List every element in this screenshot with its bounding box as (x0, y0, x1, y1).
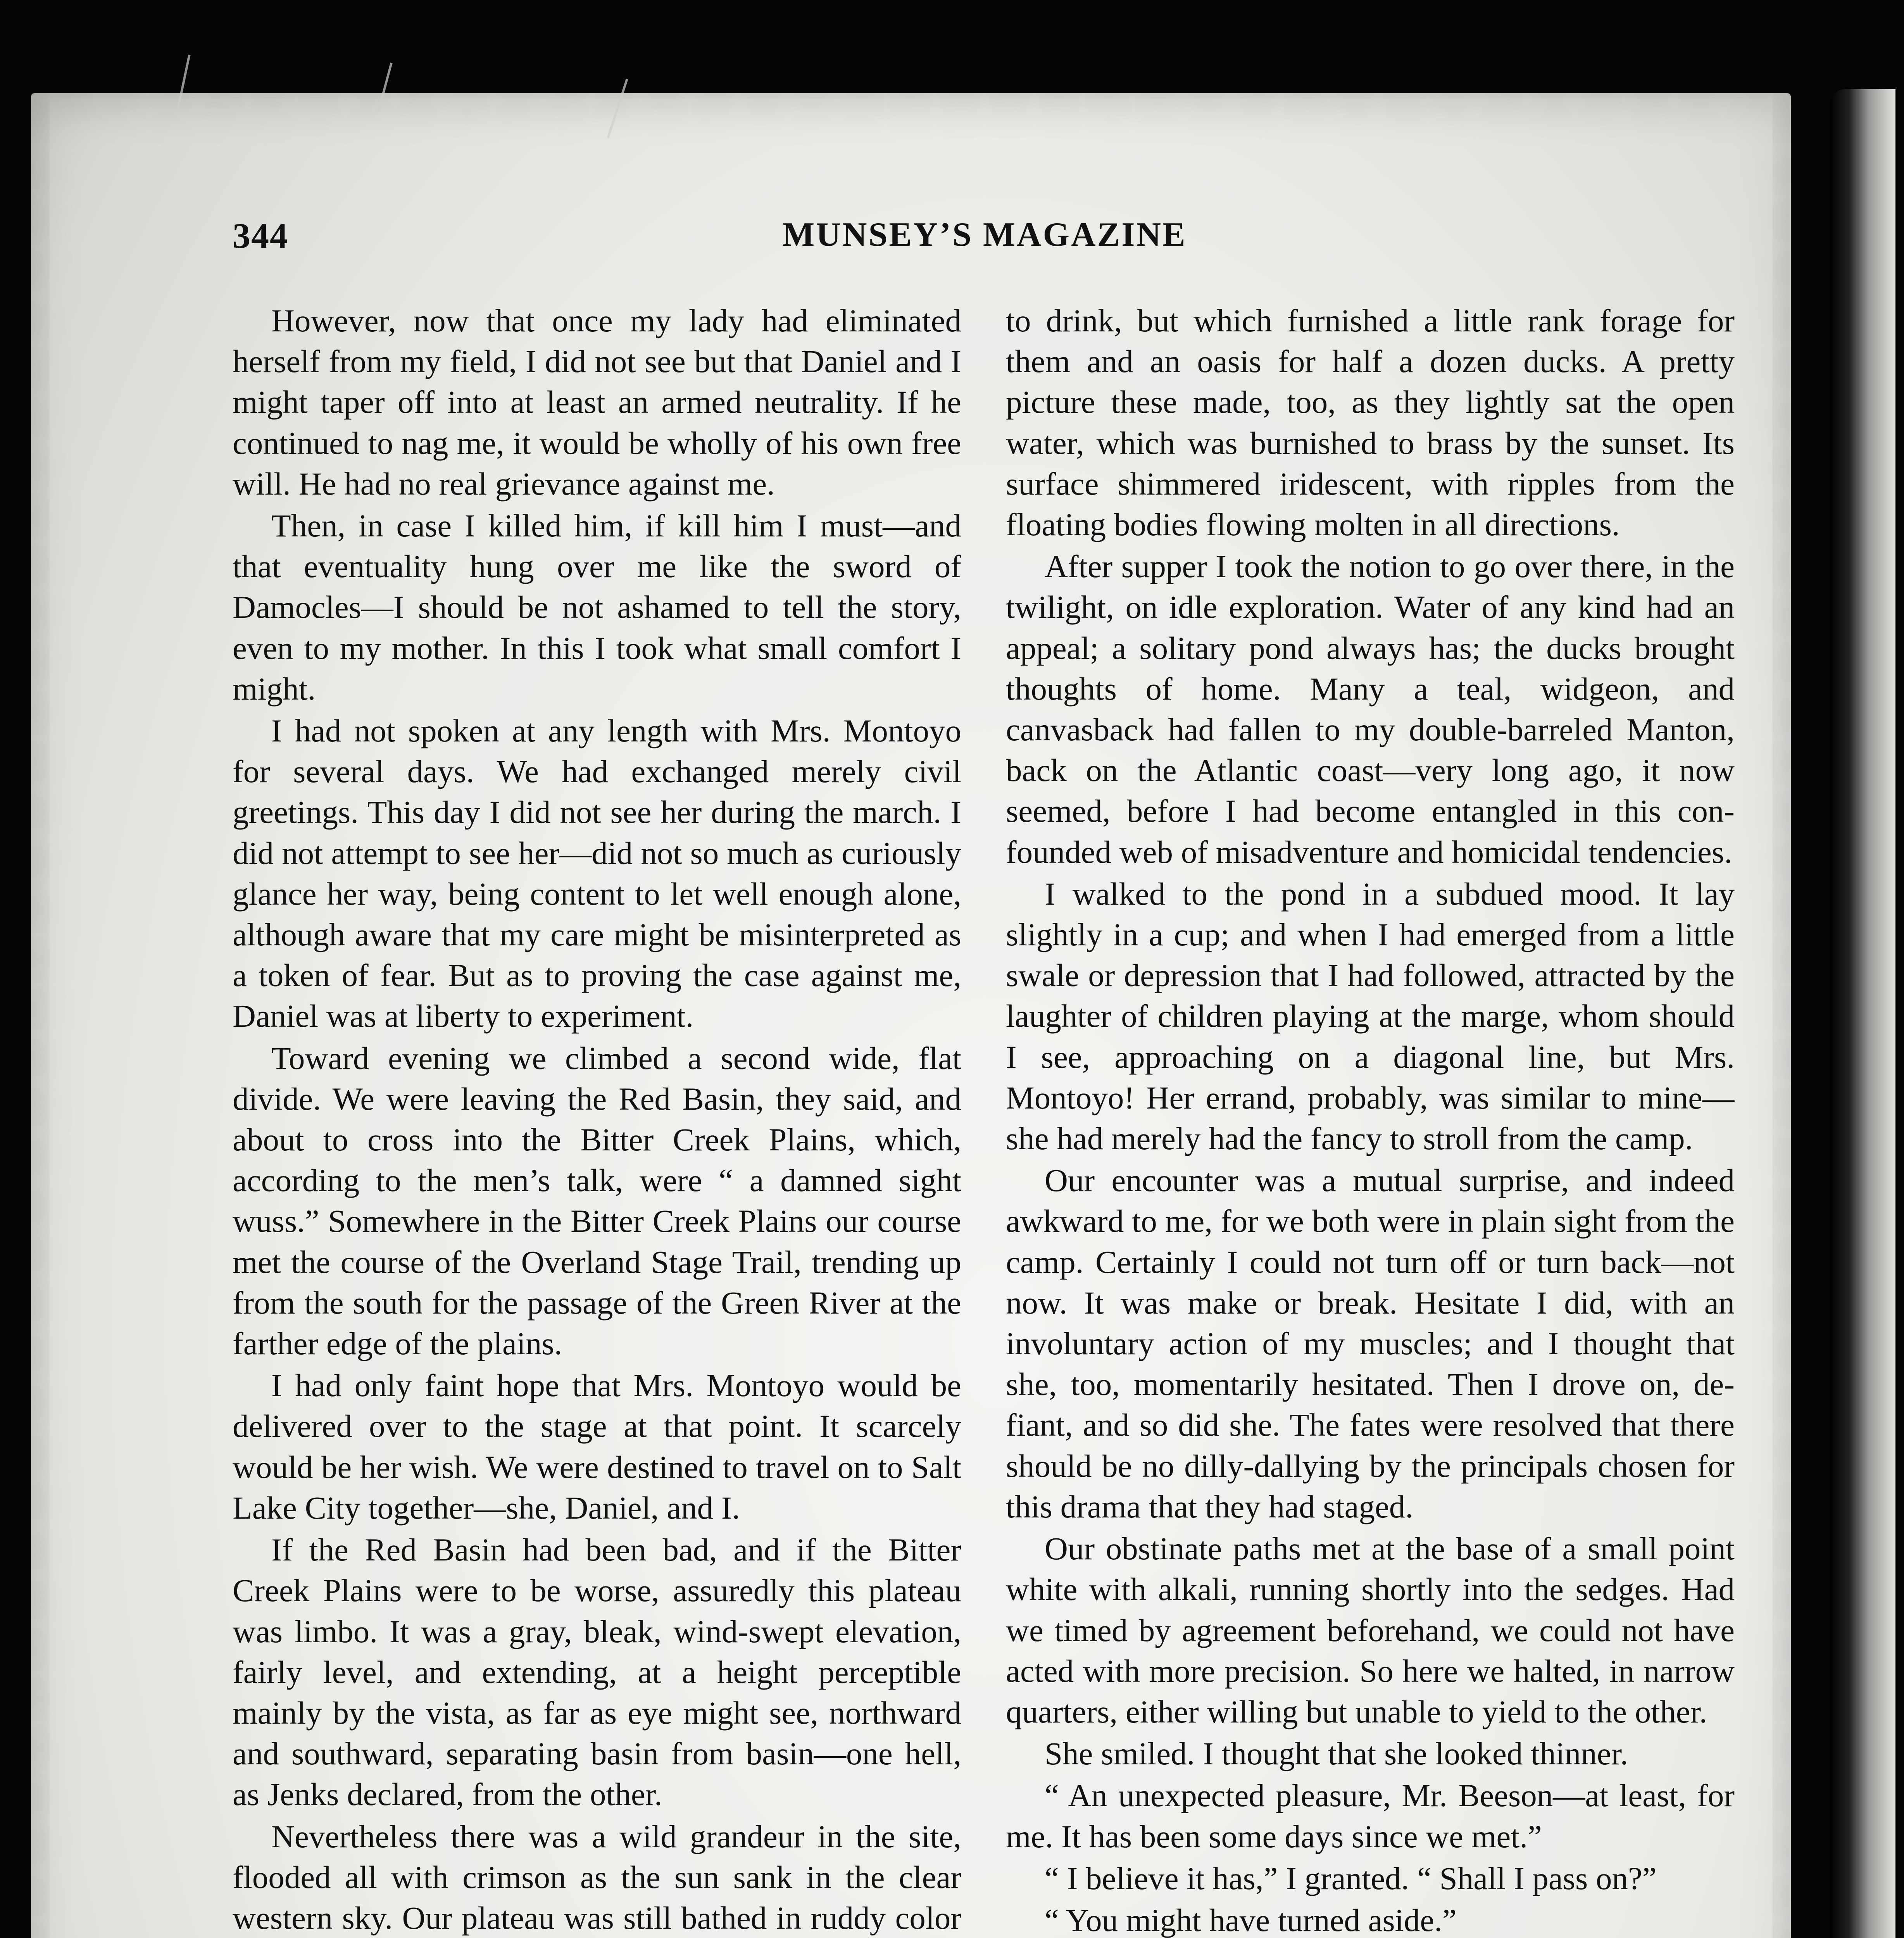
paragraph: I walked to the pond in a subdued mood. It lay slightly in a cup; and when I had emerged from a little swale or depression that I had followed, attracted by the laughter of children playing at the marge, whom should I see, approaching on a diagonal line, but Mrs. Montoyo! Her errand, probably, was similar to mine—she had merely had the fancy to stroll from the camp. (1006, 876, 1735, 1157)
paragraph: If the Red Basin had been bad, and if the Bitter Creek Plains were to be worse, assuredly this plateau was limbo. It was a gray, bleak, wind-swept elevation, fairly level, and extending, at a height perceptible mainly by the vista, as far as eye might see, northward and southward, separating basin from basin—one hell, as Jenks declared, from the other. (233, 1532, 961, 1812)
page-number: 344 (233, 216, 288, 255)
paragraph-continued: to drink, but which furnished a little rank forage for them and an oasis for half a dozen ducks. A pretty picture these made, too, as they lightly sat the open water, which was burnished to brass by the sunset. Its surface shimmered iridescent, with ripples from the floating bodies flowing molten in all directions. (1006, 303, 1735, 543)
dialogue-line: “ I believe it has,” I granted. “ Shall I pass on?” (1045, 1860, 1657, 1896)
paragraph: After supper I took the notion to go over there, in the twilight, on idle exploration. Water of any kind had an appeal; a solitary pond always has; the ducks brought thoughts of home. Many a teal, widgeon, and canvasback had fallen to my double-barreled Manton, back on the Atlantic coast—very long ago, it now seemed, before I had become entangled in this confounded web of misadventure and homicidal tendencies. (1006, 548, 1735, 870)
paragraph: She smiled. I thought that she looked thinner. (1045, 1736, 1628, 1772)
paragraph: I had only faint hope that Mrs. Montoyo would be delivered over to the stage at that point. It scarcely would be her wish. We were destined to travel on to Salt Lake City together—she, Daniel, and I. (233, 1367, 961, 1526)
text-column-left (233, 300, 961, 1938)
dialogue-line: “ You might have turned aside.” (1045, 1902, 1457, 1938)
dialogue-line: “ An unexpected pleasure, Mr. Beeson—at least, for me. It has been some days since we met.” (1006, 1778, 1735, 1854)
paragraph: I had not spoken at any length with Mrs. Montoyo for several days. We had exchanged merely civil greetings. This day I did not see her during the march. I did not attempt to see her—did not so much as curiously glance her way, being content to let well enough alone, although aware that my care might be misinterpreted as a token of fear. But as to proving the case against me, Daniel was at liberty to experiment. (233, 713, 961, 1034)
text-column-right (1006, 300, 1735, 1938)
running-title: MUNSEY’S MAGAZINE (782, 216, 1187, 253)
paragraph: Toward evening we climbed a second wide, flat divide. We were leaving the Red Basin, they said, and about to cross into the Bitter Creek Plains, which, according to the men’s talk, were “ a damned sight wuss.” Somewhere in the Bitter Creek Plains our course met the course of the Overland Stage Trail, trending up from the south for the passage of the Green River at the farther edge of the plains. (233, 1040, 961, 1362)
paragraph: Nevertheless there was a wild grandeur in the site, flooded all with crimson as the sun sank in the clear western sky. Our plateau was still bathed in ruddy color (233, 1818, 961, 1936)
paragraph: Our encounter was a mutual surprise, and indeed awkward to me, for we both were in plain sight from the camp. Certainly I could not turn off or turn back—not now. It was make or break. Hesitate I did, with an involuntary action of my muscles; and I thought that she, too, momentarily hesitated. Then I drove on, defiant, and so did she. The fates were resolved that there should be no dilly-dallying by the principals chosen for this drama that they had staged. (1006, 1162, 1735, 1524)
paragraph: However, now that once my lady had eliminated herself from my field, I did not see but that Daniel and I might taper off into at least an armed neutrality. If he continued to nag me, it would be wholly of his own free will. He had no real grievance against me. (233, 303, 961, 502)
paragraph: Then, in case I killed him, if kill him I must—and that eventuality hung over me like the sword of Damocles—I should be not ashamed to tell the story, even to my mother. In this I took what small comfort I might. (233, 508, 961, 707)
facing-page-edge (1830, 89, 1895, 1938)
page-header (233, 215, 1737, 277)
paragraph: Our obstinate paths met at the base of a small point white with alkali, running shortly into the sedges. Had we timed by agreement beforehand, we could not have acted with more precision. So here we halted, in narrow quarters, either willing but unable to yield to the other. (1006, 1531, 1735, 1729)
